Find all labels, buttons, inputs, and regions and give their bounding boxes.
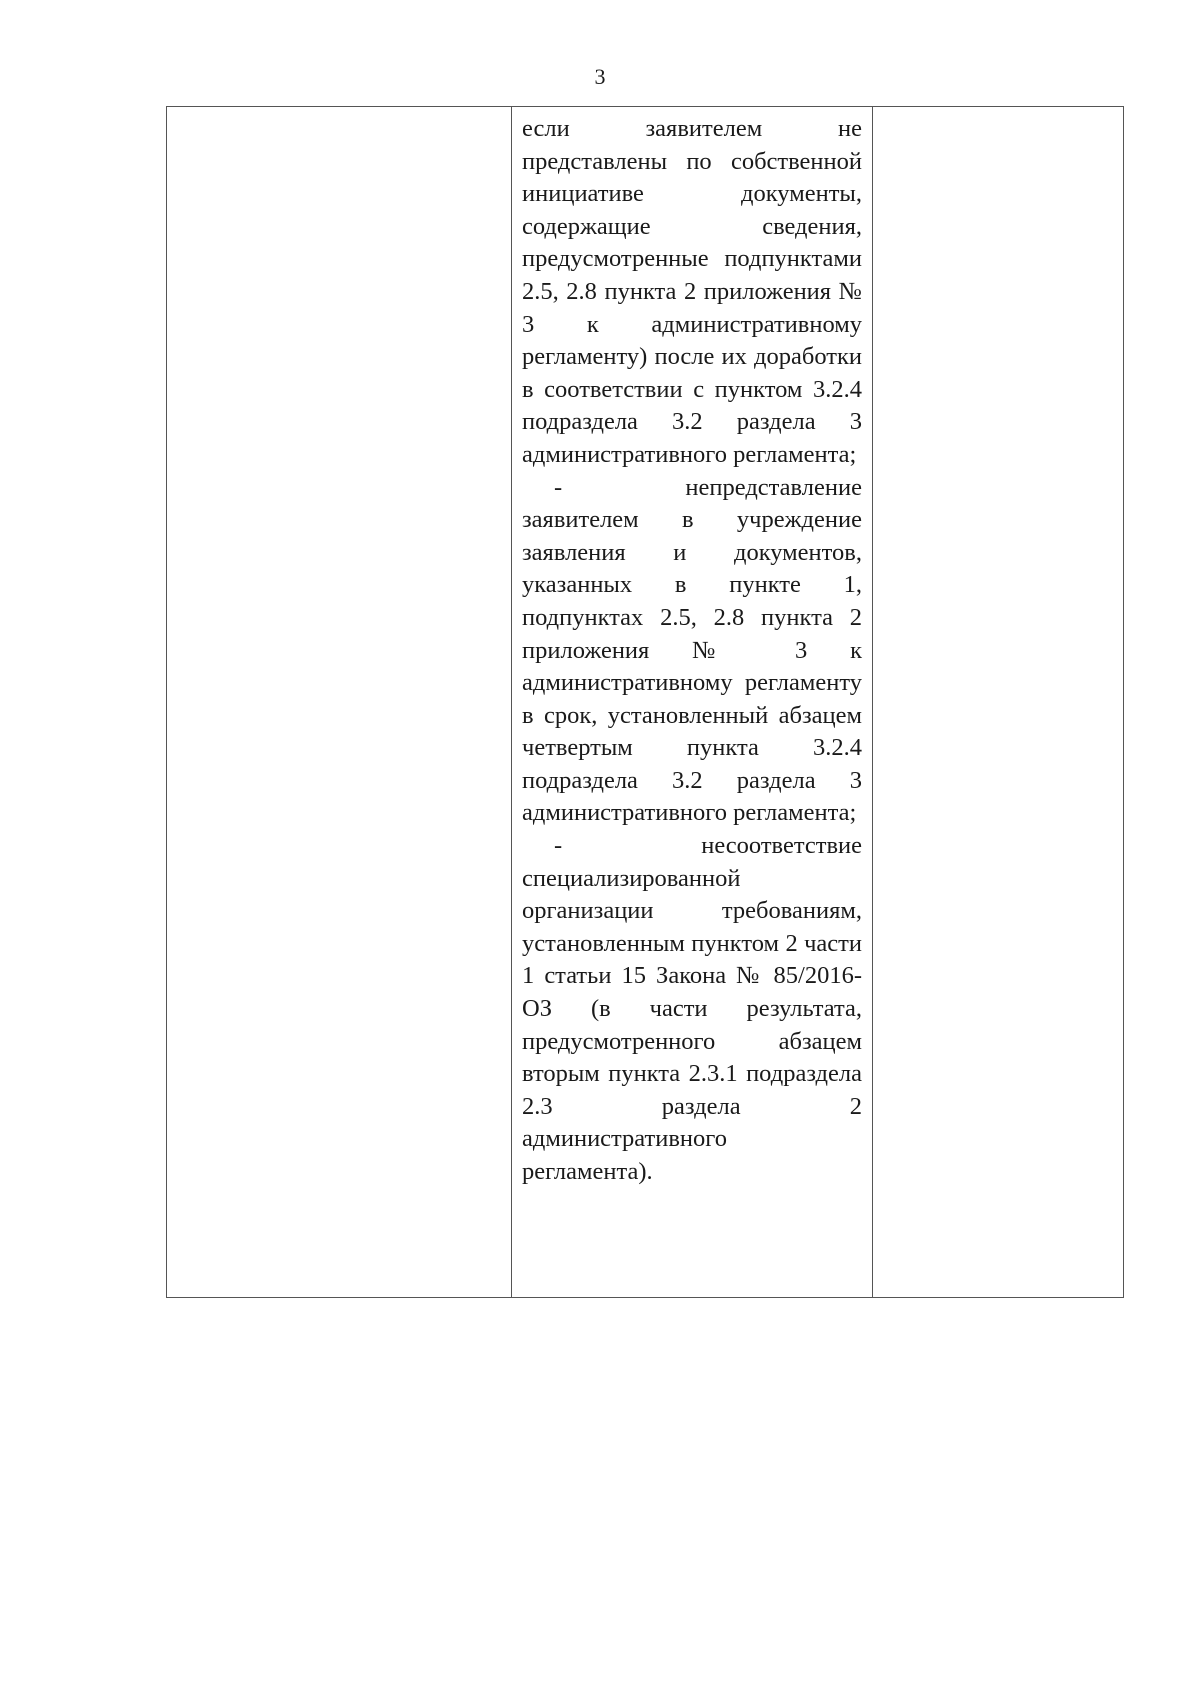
paragraph-continuation: если заявителем не представлены по собственной инициативе документы, содержащие сведения, предусмотренные подпунктами 2.5, 2.8 пункта 2 приложения № 3 к административному регламенту) после их доработки в соответствии с пунктом 3.2.4 подраздела 3.2 раздела 3 административного регламента; bbox=[522, 115, 862, 468]
page-number: 3 bbox=[594, 64, 606, 89]
table-cell-left bbox=[167, 107, 512, 1298]
table-cell-middle bbox=[512, 107, 873, 1298]
paragraph-item: - несоответствие специализированной организации требованиям, установленным пунктом 2 части 1 статьи 15 Закона № 85/2016-ОЗ (в части результата, предусмотренного абзацем вторым пункта 2.3.1 подраздела 2.3 раздела 2 административного регламента). bbox=[522, 832, 862, 1185]
table-row bbox=[167, 107, 1124, 1298]
cell-text bbox=[512, 107, 872, 1189]
table-cell-right bbox=[873, 107, 1124, 1298]
paragraph-item: - непредставление заявителем в учреждение заявления и документов, указанных в пункте 1, подпунктах 2.5, 2.8 пункта 2 приложения № 3 к административному регламенту в срок, установленный абзацем четвертым пункта 3.2.4 подраздела 3.2 раздела 3 административного регламента; bbox=[522, 473, 862, 827]
document-table bbox=[166, 106, 1124, 1298]
